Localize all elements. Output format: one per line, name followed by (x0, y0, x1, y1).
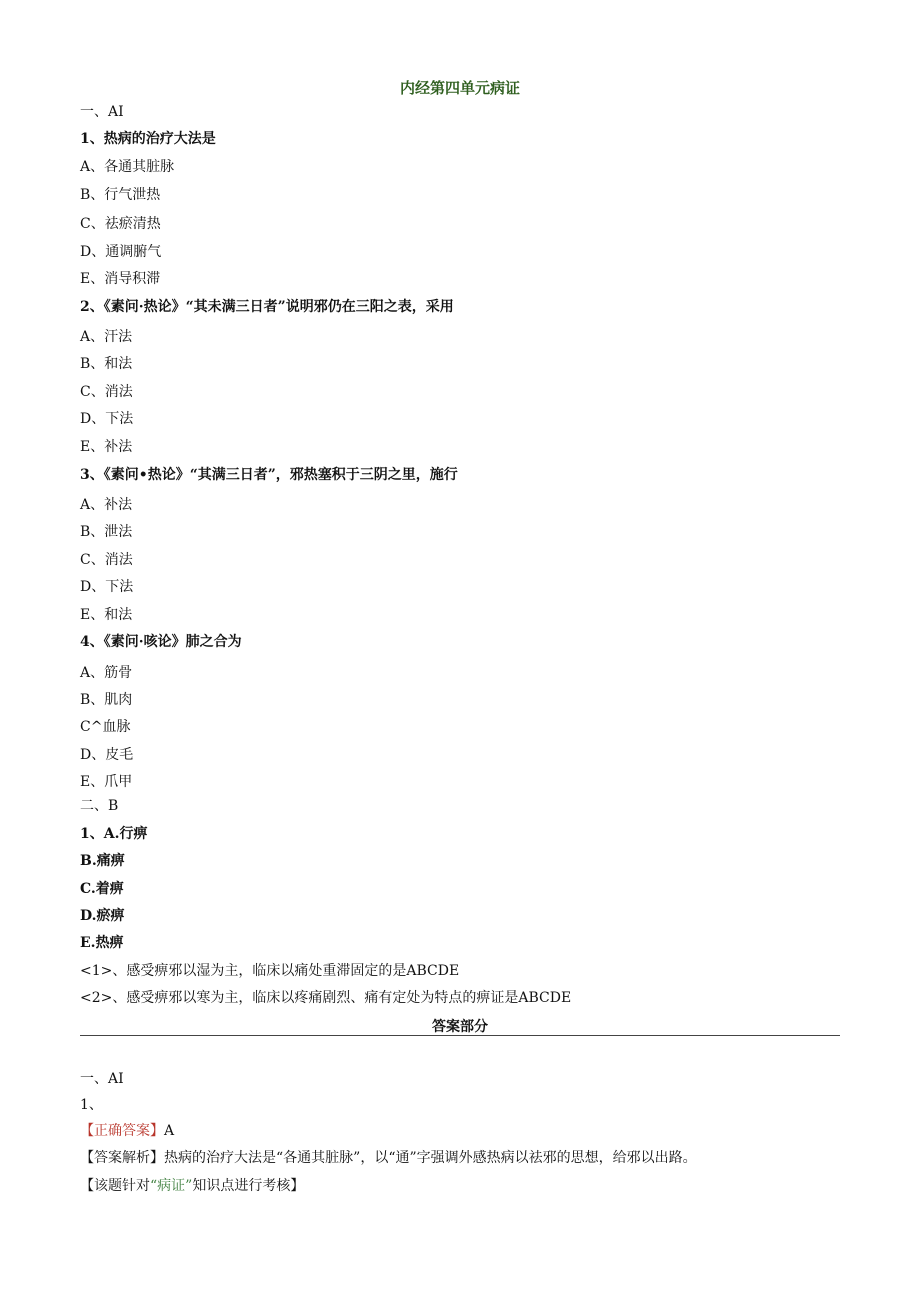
analysis-label: 【答案解析】 (80, 1150, 164, 1166)
answer-analysis (80, 1149, 697, 1167)
option: C、消法 (80, 384, 133, 400)
option: B、行气泄热 (80, 187, 161, 203)
section-heading: 一、AI (80, 1071, 124, 1087)
option: E、消导积滞 (80, 271, 161, 287)
option: C、消法 (80, 552, 133, 568)
option: A、筋骨 (80, 665, 133, 681)
section-heading: 二、B (80, 798, 119, 814)
option: B、泄法 (80, 524, 133, 540)
option: A、汗法 (80, 329, 133, 345)
option: A、补法 (80, 497, 133, 513)
option: A、各通其脏脉 (80, 159, 175, 175)
option: C、祛瘀清热 (80, 216, 161, 232)
answers-heading: 答案部分 (432, 1019, 488, 1035)
option: B、肌肉 (80, 692, 133, 708)
option: C^血脉 (80, 719, 131, 735)
option: D、下法 (80, 411, 134, 427)
option: E、补法 (80, 439, 133, 455)
option: E、和法 (80, 607, 133, 623)
correct-answer-value: A (164, 1123, 175, 1139)
question-stem: 1、热病的治疗大法是 (80, 131, 216, 147)
page-title: 内经第四单元病证 (399, 79, 520, 97)
knowledge-suffix: 知识点进行考核】 (192, 1178, 305, 1194)
section-heading: 一、AI (80, 104, 124, 120)
question-stem: 2、《素问·热论》“其未满三日者”说明邪仍在三阳之表，采用 (80, 299, 454, 315)
option: 1、A.行痹 (80, 826, 148, 842)
sub-question: <2>、感受痹邪以寒为主，临床以疼痛剧烈、痛有定处为特点的痹证是ABCDE (80, 990, 572, 1006)
option: D.瘀痹 (80, 908, 125, 924)
knowledge-prefix: 【该题针对 (80, 1178, 150, 1194)
answer-number: 1、 (80, 1097, 103, 1113)
question-stem: 3、《素问•热论》“其满三日者”，邪热塞积于三阴之里，施行 (80, 467, 458, 483)
correct-answer-label: 【正确答案】 (80, 1123, 164, 1139)
option: C.着痹 (80, 881, 124, 897)
question-stem: 4、《素问·咳论》肺之合为 (80, 634, 242, 650)
option: E.热痹 (80, 935, 124, 951)
analysis-text: 热病的治疗大法是“各通其脏脉”，以“通”字强调外感热病以祛邪的思想，给邪以出路。 (164, 1150, 697, 1166)
sub-question: <1>、感受痹邪以湿为主，临床以痛处重滞固定的是ABCDE (80, 963, 460, 979)
option: B.痛痹 (80, 853, 125, 869)
knowledge-topic: “病证” (150, 1178, 193, 1194)
divider-line (80, 1035, 840, 1036)
correct-answer (80, 1122, 174, 1140)
option: D、下法 (80, 579, 134, 595)
knowledge-point (80, 1177, 304, 1195)
option: E、爪甲 (80, 774, 133, 790)
option: D、皮毛 (80, 747, 134, 763)
option: D、通调腑气 (80, 244, 162, 260)
option: B、和法 (80, 356, 133, 372)
